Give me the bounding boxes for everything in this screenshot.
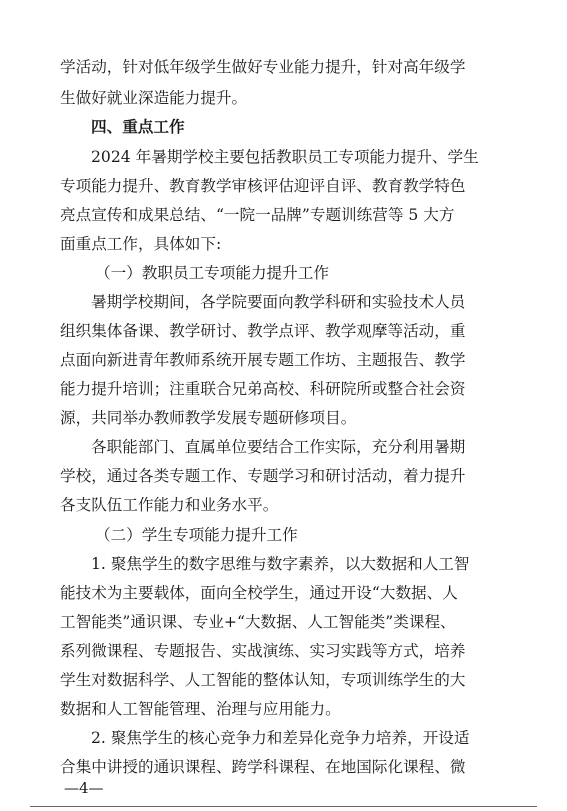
body-text-line: 学生对数据科学、人工智能的整体认知，专项训练学生的大 xyxy=(60,671,466,689)
body-text-line: 数据和人工智能管理、治理与应用能力。 xyxy=(60,700,341,718)
subsection-heading: （一）教职员工专项能力提升工作 xyxy=(95,264,329,282)
body-text-line: 专项能力提升、教育教学审核评估迎评自评、教育教学特色 xyxy=(60,177,466,195)
body-text-line: 各支队伍工作能力和业务水平。 xyxy=(60,496,279,514)
body-text-line: 面重点工作，具体如下: xyxy=(60,235,222,253)
body-text-line: 系列微课程、专题报告、实战演练、实习实践等方式，培养 xyxy=(60,642,466,660)
paragraph-first-line: 1. 聚焦学生的数字思维与数字素养，以大数据和人工智 xyxy=(91,555,470,573)
body-text-line: 点面向新进青年教师系统开展专题工作坊、主题报告、教学 xyxy=(60,351,466,369)
page-number: —4— xyxy=(64,779,104,797)
body-text-line: 组织集体备课、教学研讨、教学点评、教学观摩等活动，重 xyxy=(60,322,466,340)
paragraph-first-line: 各职能部门、直属单位要结合工作实际，充分利用暑期 xyxy=(91,438,466,456)
body-text-line: 生做好就业深造能力提升。 xyxy=(60,89,248,107)
body-text-line: 源，共同举办教师教学发展专题研修项目。 xyxy=(60,409,357,427)
page-bottom-divider xyxy=(30,806,537,807)
body-text-line: 亮点宣传和成果总结、“一院一品牌”专题训练营等 5 大方 xyxy=(60,206,455,224)
body-text-line: 学活动，针对低年级学生做好专业能力提升，针对高年级学 xyxy=(60,58,466,76)
body-text-line: 能力提升培训；注重联合兄弟高校、科研院所或整合社会资 xyxy=(60,380,466,398)
paragraph-first-line: 2024 年暑期学校主要包括教职员工专项能力提升、学生 xyxy=(91,148,479,166)
body-text-line: 工智能类”通识课、专业+“大数据、人工智能类”类课程、 xyxy=(60,613,456,631)
paragraph-first-line: 2. 聚焦学生的核心竞争力和差异化竞争力培养，开设适 xyxy=(91,729,470,747)
body-text-line: 合集中讲授的通识课程、跨学科课程、在地国际化课程、微 xyxy=(60,758,466,776)
paragraph-first-line: 暑期学校期间，各学院要面向教学科研和实验技术人员 xyxy=(91,293,466,311)
body-text-line: 能技术为主要载体，面向全校学生，通过开设“大数据、人 xyxy=(60,584,458,602)
body-text-line: 学校，通过各类专题工作、专题学习和研讨活动，着力提升 xyxy=(60,467,466,485)
subsection-heading: （二）学生专项能力提升工作 xyxy=(95,526,298,544)
section-heading: 四、重点工作 xyxy=(91,117,185,136)
